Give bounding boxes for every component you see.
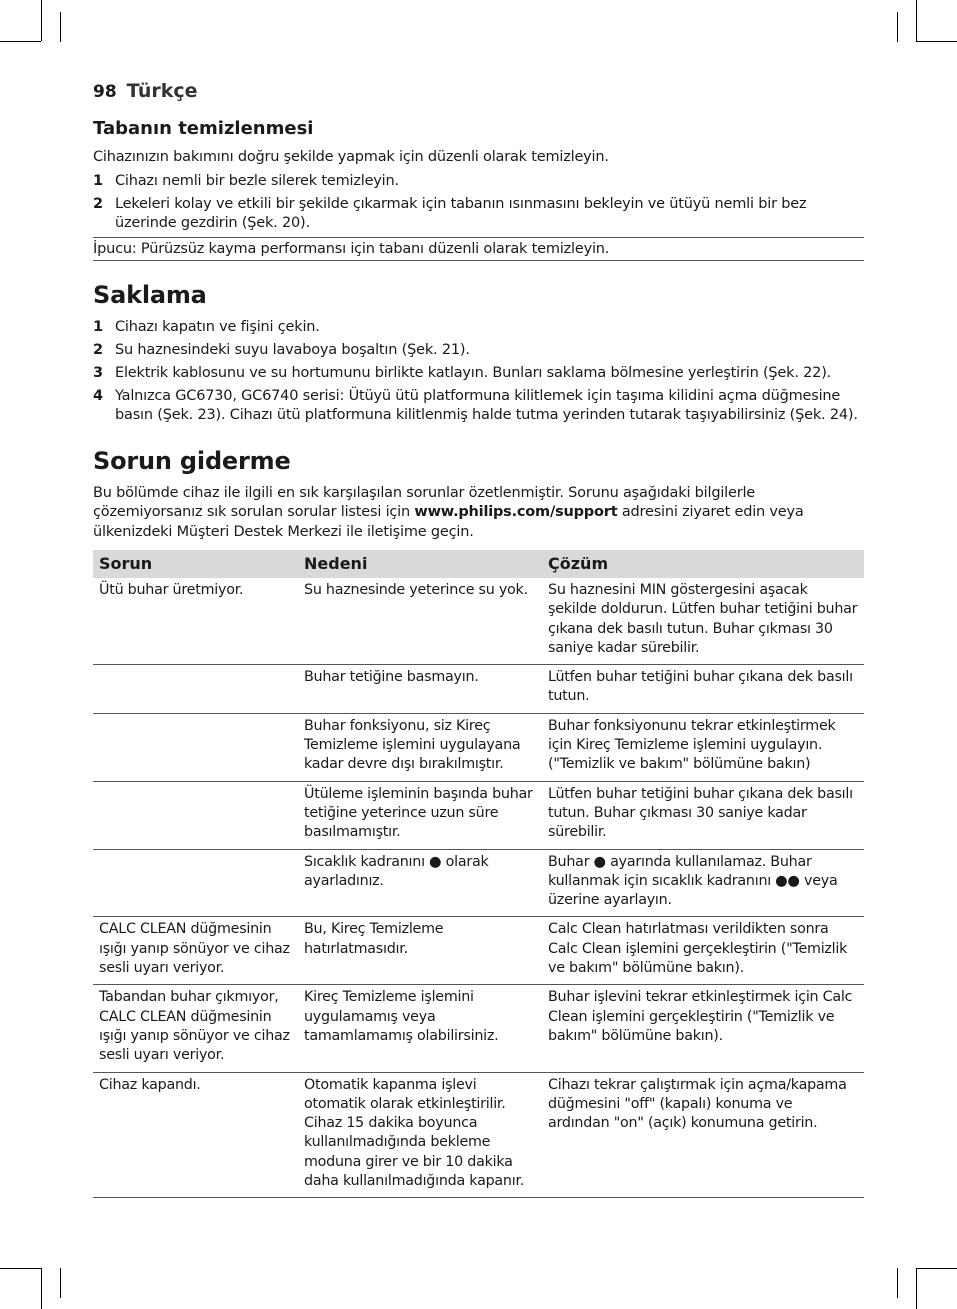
crop-mark [916,0,917,41]
step-number: 2 [93,195,103,212]
list-item [93,387,864,425]
problem-cell [93,849,298,917]
step-text: Lekeleri kolay ve etkili bir şekilde çıkarmak için tabanın ısınmasını bekleyin ve ütüyü nemli bir bez üzerinde gezdirin (Şek. 20). [115,195,807,231]
cause-cell: Buhar fonksiyonu, siz Kireç Temizleme işlemini uygulayana kadar devre dışı bırakılmıştır. [298,713,542,781]
list-item [93,341,864,360]
problem-cell: Ütü buhar üretmiyor. [93,578,298,665]
solution-cell: Calc Clean hatırlatması verildikten sonra Calc Clean işlemini gerçekleştirin ("Temizlik ve bakım" bölümüne bakın). [542,917,864,985]
solution-cell: Buhar ● ayarında kullanılamaz. Buhar kullanmak için sıcaklık kadranını ●● veya üzerine ayarlayın. [542,849,864,917]
column-header-solution: Çözüm [542,550,864,578]
table-row [93,1072,864,1198]
step-number: 3 [93,364,103,381]
cause-cell: Buhar tetiğine basmayın. [298,665,542,714]
crop-mark [60,12,61,42]
crop-mark [916,1268,957,1269]
problem-cell [93,665,298,714]
page-content [93,118,864,1198]
page-language: Türkçe [126,80,198,102]
storage-title: Saklama [93,280,207,309]
crop-mark [916,1268,917,1309]
step-text: Cihazı kapatın ve fişini çekin. [115,318,320,335]
crop-mark [60,1268,61,1298]
solution-cell: Cihazı tekrar çalıştırmak için açma/kapama düğmesini "off" (kapalı) konuma ve ardından "on" (açık) konumuna getirin. [542,1072,864,1198]
problem-cell [93,781,298,849]
list-item [93,364,864,383]
crop-mark [0,41,41,42]
support-link[interactable]: www.philips.com/support [414,504,618,520]
column-header-problem: Sorun [93,550,298,578]
solution-cell: Su haznesini MIN göstergesini aşacak şekilde doldurun. Lütfen buhar tetiğini buhar çıkana dek basılı tutun. Buhar çıkması 30 saniye kadar sürebilir. [542,578,864,665]
table-row [93,917,864,985]
page-header [93,80,198,102]
step-number: 2 [93,341,103,358]
solution-cell: Lütfen buhar tetiğini buhar çıkana dek basılı tutun. Buhar çıkması 30 saniye kadar sürebilir. [542,781,864,849]
page-number: 98 [93,82,117,102]
cause-cell: Bu, Kireç Temizleme hatırlatmasıdır. [298,917,542,985]
cause-cell: Kireç Temizleme işlemini uygulamamış veya tamamlamamış olabilirsiniz. [298,985,542,1072]
cause-cell: Ütüleme işleminin başında buhar tetiğine yeterince uzun süre basılmamıştır. [298,781,542,849]
crop-mark [41,0,42,41]
table-row [93,578,864,665]
cleaning-title: Tabanın temizlenmesi [93,118,314,139]
step-text: Elektrik kablosunu ve su hortumunu birlikte katlayın. Bunları saklama bölmesine yerleştirin (Şek. 22). [115,364,832,381]
step-number: 1 [93,318,103,335]
crop-mark [0,1268,41,1269]
solution-cell: Buhar işlevini tekrar etkinleştirmek için Calc Clean işlemini gerçekleştirin ("Temizlik ve bakım" bölümüne bakın). [542,985,864,1072]
problem-cell: CALC CLEAN düğmesinin ışığı yanıp sönüyor ve cihaz sesli uyarı veriyor. [93,917,298,985]
cause-cell: Sıcaklık kadranını ● olarak ayarladınız. [298,849,542,917]
problem-cell [93,713,298,781]
solution-cell: Buhar fonksiyonunu tekrar etkinleştirmek için Kireç Temizleme işlemini uygulayın. ("Temizlik ve bakım" bölümüne bakın) [542,713,864,781]
cause-cell: Otomatik kapanma işlevi otomatik olarak etkinleştirilir. Cihaz 15 dakika boyunca kullanılmadığında bekleme moduna girer ve bir 10 dakika daha kullanılmadığında kapanır. [298,1072,542,1198]
intro-text: Bu bölümde cihaz ile ilgili en sık karşılaşılan sorunlar özetlenmiştir. Sorunu aşağıdaki bilgilerle çözemiyorsanız sık sorulan sorular listesi için [93,484,756,520]
table-row [93,665,864,714]
troubleshooting-intro [93,484,864,543]
table-header-row [93,550,864,578]
step-number: 4 [93,387,103,404]
troubleshooting-title: Sorun giderme [93,446,291,475]
column-header-cause: Nedeni [298,550,542,578]
solution-cell: Lütfen buhar tetiğini buhar çıkana dek basılı tutun. [542,665,864,714]
table-row [93,713,864,781]
crop-mark [897,12,898,42]
cleaning-intro: Cihazınızın bakımını doğru şekilde yapmak için düzenli olarak temizleyin. [93,149,609,165]
storage-section [93,281,864,425]
crop-mark [41,1268,42,1309]
step-text: Su haznesindeki suyu lavaboya boşaltın (Şek. 21). [115,341,470,358]
list-item [93,195,864,233]
cleaning-tip: İpucu: Pürüzsüz kayma performansı için tabanı düzenli olarak temizleyin. [93,237,864,261]
list-item [93,318,864,337]
table-row [93,849,864,917]
cause-cell: Su haznesinde yeterince su yok. [298,578,542,665]
cleaning-section [93,118,864,261]
problem-cell: Tabandan buhar çıkmıyor, CALC CLEAN düğmesinin ışığı yanıp sönüyor ve cihaz sesli uyarı veriyor. [93,985,298,1072]
crop-mark [897,1268,898,1298]
list-item [93,172,864,191]
table-row [93,985,864,1072]
step-text: Cihazı nemli bir bezle silerek temizleyin. [115,172,399,189]
crop-mark [916,41,957,42]
troubleshooting-table [93,550,864,1198]
intro-text: adresini ziyaret edin veya ülkenizdeki Müşteri Destek Merkezi ile iletişime geçin. [93,504,804,540]
problem-cell: Cihaz kapandı. [93,1072,298,1198]
troubleshooting-section [93,447,864,1199]
table-row [93,781,864,849]
step-number: 1 [93,172,103,189]
step-text: Yalnızca GC6730, GC6740 serisi: Ütüyü ütü platformuna kilitlemek için taşıma kilidini açma düğmesine basın (Şek. 23). Cihazı ütü platformuna kilitlenmiş halde tutma yerinden tutarak taşıyabilirsiniz (Şek. 24). [115,387,858,423]
